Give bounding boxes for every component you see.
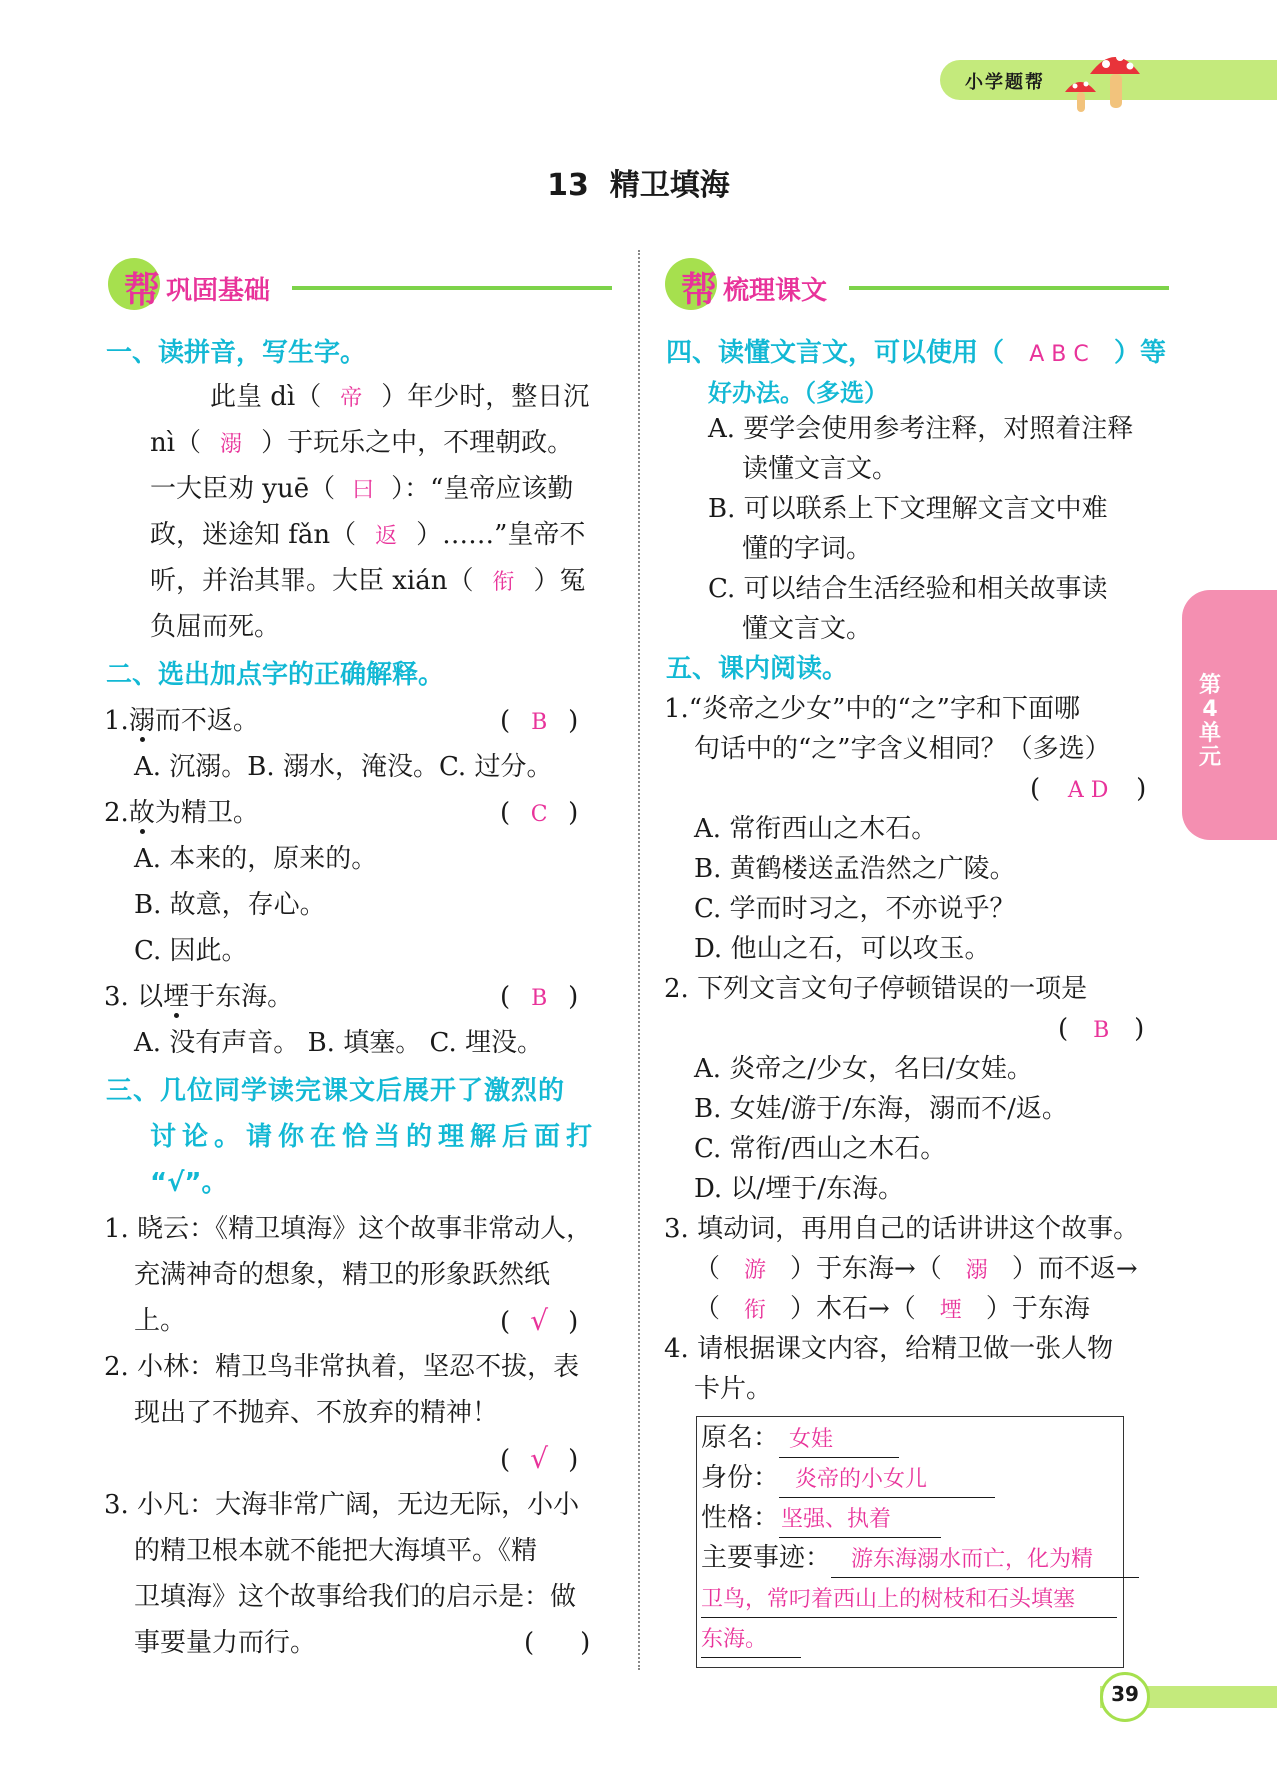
q1-line: 一大臣劝 yuē（ 曰 ）：“皇帝应该勤 [150,472,573,508]
q5-line: 卡片。 [694,1374,773,1404]
section-header-right [665,258,1170,314]
q5-option: C. 学而时习之，不亦说乎？ [694,894,1016,924]
q3-line: 现出了不抛弃、不放弃的精神！ [134,1398,499,1428]
answer-paren: ( A D ) [1030,774,1147,804]
page-title: 13 精卫填海 [547,168,730,203]
q1-title: 一、读拼音，写生字。 [106,338,367,368]
q5-line: 1.“炎帝之少女”中的“之”字和下面哪 [664,694,1080,724]
card-row: 身份： 炎帝的小女儿 [701,1461,995,1498]
card-row: 东海。 [701,1621,801,1658]
q3-line: 上。 [134,1306,187,1336]
q4-option: C. 可以结合生活经验和相关故事读 [708,574,1108,604]
q1-line: nì（ 溺 ）于玩乐之中，不理朝政。 [150,426,573,462]
answer: 返 [375,524,398,549]
q4-option: 读懂文言文。 [742,454,899,484]
q5-line: 句话中的“之”字含义相同？（多选） [694,734,1111,764]
q2-option: C. 因此。 [134,936,248,966]
answer: 曰 [352,478,375,503]
q1-line: 负屈而死。 [150,612,281,642]
q3-line: 的精卫根本就不能把大海填平。《精 [134,1536,538,1566]
section-header-left [108,258,613,314]
answer-paren: ( ) [524,1628,591,1658]
card-row: 卫鸟，常叼着西山上的树枝和石头填塞 [701,1581,1117,1618]
section-rule [849,286,1169,290]
answer: 衔 [492,570,515,595]
q2-item: 1.溺而不返。 [104,706,259,736]
card-row: 原名： 女娃 [701,1421,899,1458]
q5-title: 五、课内阅读。 [666,654,849,684]
q5-line: 3. 填动词，再用自己的话讲讲这个故事。 [664,1214,1140,1244]
q5-option: A. 炎帝之/少女，名曰/女娃。 [694,1054,1033,1084]
q3-title: 讨论。请你在恰当的理解后面打 [150,1122,599,1152]
section-title: 巩固基础 [166,276,271,306]
q2-title: 二、选出加点字的正确解释。 [106,660,445,690]
q2-item: 2.故为精卫。 [104,798,259,828]
section-rule [292,286,612,290]
q4-option: 懂文言文。 [742,614,873,644]
q4-title: 好办法。（多选） [708,379,888,407]
card-row: 性格：坚强、执着 [701,1501,941,1538]
q5-option: B. 女娃/游于/东海，溺而不/返。 [694,1094,1068,1124]
answer-paren: ( B ) [500,706,579,736]
q5-option: A. 常衔西山之木石。 [694,814,938,844]
q1-line: 政，迷途知 fǎn（ 返 ）……”皇帝不 [150,518,585,554]
q2-option: A. 本来的，原来的。 [134,844,378,874]
unit-tab-label: 第4单元 [1198,673,1221,770]
mushroom-icon [1060,44,1150,116]
q4-option: B. 可以联系上下文理解文言文中难 [708,494,1108,524]
badge-text: 帮 [124,270,161,311]
character-card [696,1416,1124,1668]
q4-option: 懂的字词。 [742,534,873,564]
section-title: 梳理课文 [723,276,828,306]
q4-title: 四、读懂文言文，可以使用（ A B C ）等 [666,338,1167,368]
brand-label: 小学题帮 [965,72,1045,93]
q2-option: B. 故意，存心。 [134,890,326,920]
q1-line: 听，并治其罪。大臣 xián（ 衔 ）冤 [150,564,586,600]
q5-line: （ 衔 ）木石→（ 堙 ）于东海 [694,1294,1090,1324]
q5-option: C. 常衔/西山之木石。 [694,1134,947,1164]
q2-options: A. 沉溺。B. 溺水，淹没。C. 过分。 [134,752,553,782]
q1-line: 此皇 dì（ 帝 ）年少时，整日沉 [210,380,589,416]
q5-option: D. 以/堙于/东海。 [694,1174,904,1204]
q3-title: 三、几位同学读完课文后展开了激烈的 [106,1076,566,1106]
answer-paren: ( B ) [500,982,579,1012]
q5-option: D. 他山之石，可以攻玉。 [694,934,991,964]
q3-title: “√”。 [150,1168,228,1198]
badge-text: 帮 [681,270,718,311]
q3-line: 充满神奇的想象，精卫的形象跃然纸 [134,1260,551,1290]
answer-paren: ( √ ) [500,1442,579,1475]
q2-options: A. 没有声音。 B. 填塞。 C. 埋没。 [134,1028,543,1058]
q5-line: 4. 请根据课文内容，给精卫做一张人物 [664,1334,1114,1364]
q3-line: 2. 小林：精卫鸟非常执着，坚忍不拔，表 [104,1352,580,1382]
q2-item: 3. 以堙于东海。 [104,982,294,1012]
card-row: 主要事迹： 游东海溺水而亡，化为精 [701,1541,1139,1578]
q4-option: A. 要学会使用参考注释，对照着注释 [708,414,1134,444]
q3-line: 事要量力而行。 [134,1628,317,1658]
answer-paren: ( C ) [500,798,579,828]
page-number: 39 [1111,1682,1139,1706]
q3-line: 3. 小凡：大海非常广阔，无边无际，小小 [104,1490,580,1520]
q3-line: 卫填海》这个故事给我们的启示是：做 [134,1582,577,1612]
q5-line: （ 游 ）于东海→（ 溺 ）而不返→ [694,1254,1138,1284]
answer-paren: ( √ ) [500,1304,579,1337]
answer: 帝 [340,386,363,411]
answer: 溺 [220,432,243,457]
q3-line: 1. 晓云：《精卫填海》这个故事非常动人， [104,1214,593,1244]
column-divider [638,250,640,1670]
answer-paren: ( B ) [1058,1014,1145,1044]
q5-line: 2. 下列文言文句子停顿错误的一项是 [664,974,1088,1004]
q5-option: B. 黄鹤楼送孟浩然之广陵。 [694,854,1016,884]
